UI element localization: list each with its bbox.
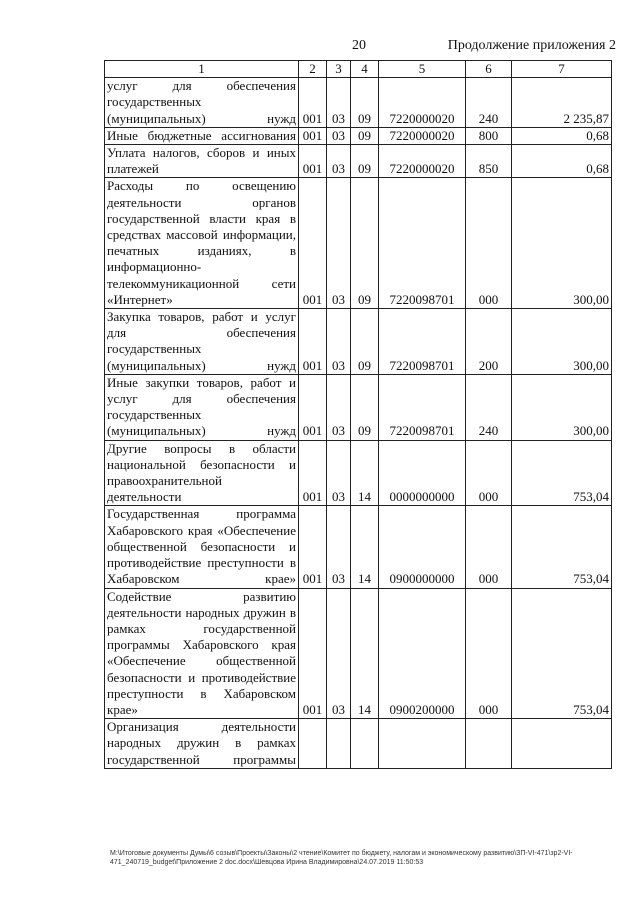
column-number-row [105, 61, 612, 78]
amount: 753,04 [512, 588, 612, 719]
section-code [327, 719, 351, 769]
subsection-code: 09 [351, 145, 379, 178]
expense-name: Государственная программа Хабаровского края «Обеспечение общественной безопасности и противодействие преступности в Хабаровском крае» [105, 506, 299, 588]
subsection-code [351, 719, 379, 769]
expense-name: Организация деятельности народных дружин в рамках государственной программы [105, 719, 299, 769]
table-row [105, 506, 612, 588]
section-code: 03 [327, 78, 351, 128]
section-code: 03 [327, 145, 351, 178]
target-article-code: 0900000000 [379, 506, 466, 588]
continuation-label: Продолжение приложения 2 [447, 38, 616, 53]
table-row [105, 374, 612, 440]
ministry-code: 001 [299, 127, 327, 144]
expense-type-code: 000 [466, 588, 512, 719]
ministry-code: 001 [299, 145, 327, 178]
subsection-code: 09 [351, 78, 379, 128]
ministry-code: 001 [299, 309, 327, 375]
ministry-code: 001 [299, 588, 327, 719]
section-code: 03 [327, 127, 351, 144]
column-number: 6 [466, 61, 512, 78]
expense-name: Расходы по освещению деятельности органов государственной власти края в средствах массовой информации, печатных изданиях, в информационно-телекоммуникационной сети «Интернет» [105, 178, 299, 309]
column-number: 4 [351, 61, 379, 78]
amount: 300,00 [512, 178, 612, 309]
target-article-code: 7220098701 [379, 309, 466, 375]
amount: 0,68 [512, 145, 612, 178]
target-article-code: 0900200000 [379, 588, 466, 719]
expense-name: Иные закупки товаров, работ и услуг для обеспечения государственных (муниципальных) нужд [105, 374, 299, 440]
budget-table [104, 60, 612, 769]
expense-name: Закупка товаров, работ и услуг для обеспечения государственных (муниципальных) нужд [105, 309, 299, 375]
table-row [105, 127, 612, 144]
ministry-code: 001 [299, 78, 327, 128]
table-row [105, 588, 612, 719]
expense-type-code: 200 [466, 309, 512, 375]
subsection-code: 14 [351, 506, 379, 588]
expense-name: Содействие развитию деятельности народных дружин в рамках государственной программы Хабаровского края «Обеспечение общественной безопасности и противодействие преступности в Хабаровском крае» [105, 588, 299, 719]
amount: 0,68 [512, 127, 612, 144]
subsection-code: 14 [351, 588, 379, 719]
target-article-code: 7220098701 [379, 178, 466, 309]
amount: 300,00 [512, 374, 612, 440]
ministry-code: 001 [299, 440, 327, 506]
ministry-code: 001 [299, 178, 327, 309]
expense-type-code: 000 [466, 506, 512, 588]
subsection-code: 09 [351, 127, 379, 144]
section-code: 03 [327, 178, 351, 309]
amount [512, 719, 612, 769]
table-row [105, 145, 612, 178]
expense-name: Другие вопросы в области национальной безопасности и правоохранительной деятельности [105, 440, 299, 506]
table-row [105, 719, 612, 769]
table-row [105, 78, 612, 128]
table-row [105, 309, 612, 375]
expense-type-code: 000 [466, 178, 512, 309]
subsection-code: 09 [351, 374, 379, 440]
column-number: 1 [105, 61, 299, 78]
expense-type-code: 800 [466, 127, 512, 144]
expense-type-code: 240 [466, 374, 512, 440]
table-row [105, 178, 612, 309]
section-code: 03 [327, 309, 351, 375]
column-number: 3 [327, 61, 351, 78]
expense-type-code: 850 [466, 145, 512, 178]
expense-name: Уплата налогов, сборов и иных платежей [105, 145, 299, 178]
page-number: 20 [352, 38, 366, 53]
expense-type-code [466, 719, 512, 769]
target-article-code: 0000000000 [379, 440, 466, 506]
amount: 753,04 [512, 440, 612, 506]
target-article-code: 7220098701 [379, 374, 466, 440]
target-article-code: 7220000020 [379, 145, 466, 178]
expense-name: Иные бюджетные ассигнования [105, 127, 299, 144]
section-code: 03 [327, 374, 351, 440]
amount: 2 235,87 [512, 78, 612, 128]
amount: 753,04 [512, 506, 612, 588]
ministry-code [299, 719, 327, 769]
document-path-footer: M:\Итоговые документы Думы\6 созыв\Проекты\Законы\2 чтение\Комитет по бюджету, налогам и экономическому развитию\ЗП-VI-471\зр2-VI-471_240719_budget\Приложение 2 doc.docx\Шевцова Ирина Владимировна\24.07.2019 11:50:53 [110, 850, 573, 866]
column-number: 7 [512, 61, 612, 78]
subsection-code: 14 [351, 440, 379, 506]
subsection-code: 09 [351, 178, 379, 309]
ministry-code: 001 [299, 506, 327, 588]
section-code: 03 [327, 588, 351, 719]
section-code: 03 [327, 506, 351, 588]
subsection-code: 09 [351, 309, 379, 375]
target-article-code: 7220000020 [379, 127, 466, 144]
target-article-code: 7220000020 [379, 78, 466, 128]
column-number: 5 [379, 61, 466, 78]
amount: 300,00 [512, 309, 612, 375]
table-row [105, 440, 612, 506]
expense-name: услуг для обеспечения государственных (муниципальных) нужд [105, 78, 299, 128]
target-article-code [379, 719, 466, 769]
section-code: 03 [327, 440, 351, 506]
expense-type-code: 000 [466, 440, 512, 506]
ministry-code: 001 [299, 374, 327, 440]
expense-type-code: 240 [466, 78, 512, 128]
column-number: 2 [299, 61, 327, 78]
